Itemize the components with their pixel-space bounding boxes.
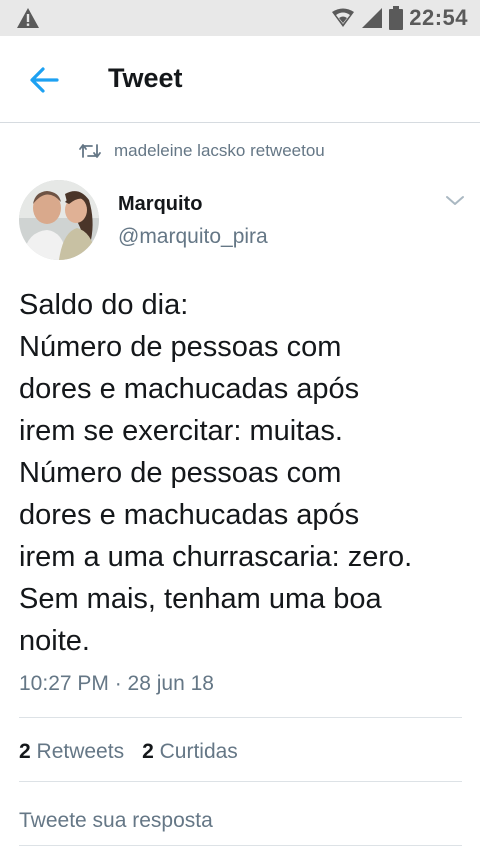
retweets-label: Retweets	[36, 740, 125, 763]
author-handle[interactable]: @marquito_pira	[118, 225, 268, 248]
tweet-line: irem se exercitar: muitas.	[19, 415, 343, 447]
tweet-line: irem a uma churrascaria: zero.	[19, 541, 413, 573]
tweet-line: Sem mais, tenham uma boa	[19, 583, 382, 615]
signal-icon	[361, 7, 383, 29]
retweets-stat[interactable]	[19, 740, 124, 764]
page-title: Tweet	[108, 63, 183, 93]
retweets-count: 2	[19, 740, 31, 763]
wifi-icon	[331, 8, 355, 28]
status-icons	[331, 5, 468, 31]
retweet-context	[78, 139, 325, 163]
warning-icon	[16, 7, 40, 29]
likes-count: 2	[142, 740, 154, 763]
likes-label: Curtidas	[159, 740, 238, 763]
reply-input[interactable]	[19, 804, 462, 838]
retweet-icon	[78, 142, 102, 160]
arrow-left-icon[interactable]	[26, 62, 62, 98]
retweet-text[interactable]: madeleine lacsko retweetou	[114, 141, 325, 160]
tweet-stats	[19, 740, 238, 764]
tweet-timestamp: 10:27 PM · 28 jun 18	[19, 672, 214, 695]
tweet-line: dores e machucadas após	[19, 373, 360, 405]
likes-stat[interactable]	[142, 740, 238, 764]
tweet-text	[19, 284, 469, 662]
tweet-line: Número de pessoas com	[19, 457, 342, 489]
avatar[interactable]	[19, 180, 99, 260]
tweet-line: Saldo do dia:	[19, 289, 189, 321]
app-bar	[0, 36, 480, 123]
tweet-line: dores e machucadas após	[19, 499, 360, 531]
divider	[19, 845, 462, 846]
status-time: 22:54	[409, 5, 468, 30]
divider	[19, 781, 462, 782]
status-bar	[0, 0, 480, 36]
tweet-line: noite.	[19, 625, 90, 657]
battery-icon	[389, 6, 403, 30]
author-name[interactable]: Marquito	[118, 193, 203, 215]
tweet-line: Número de pessoas com	[19, 331, 342, 363]
chevron-down-icon[interactable]	[444, 193, 466, 209]
divider	[19, 717, 462, 718]
